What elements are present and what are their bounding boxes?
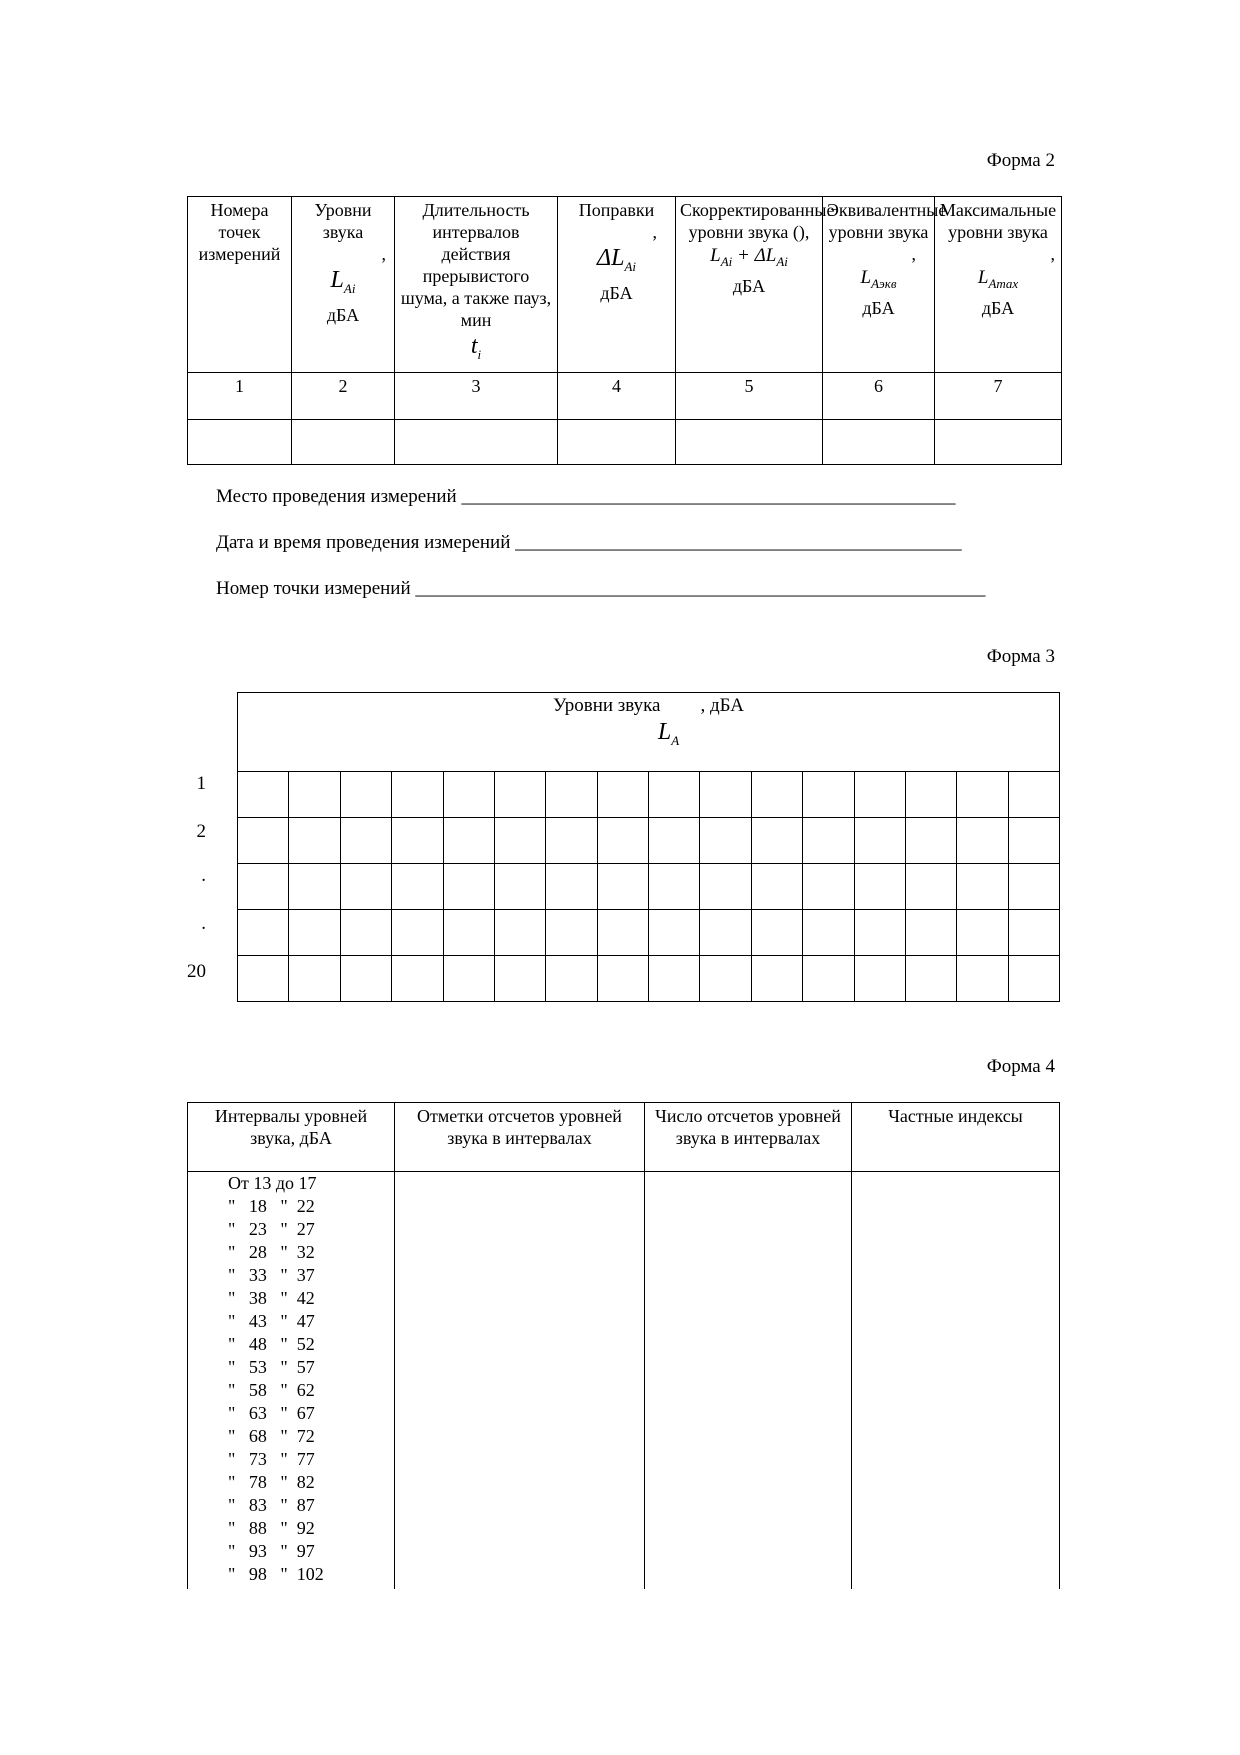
- form3-row-label: 2: [196, 821, 206, 842]
- form4-header-count: Число отсчетов уровней звука в интервалах: [645, 1103, 852, 1172]
- form3-cell[interactable]: [443, 864, 494, 910]
- form4-interval: " 98 " 102: [228, 1564, 324, 1584]
- form3-cell[interactable]: [238, 772, 289, 818]
- form2-cell[interactable]: [188, 419, 292, 464]
- form4-interval: От 13 до 17: [228, 1173, 317, 1193]
- form2-number-row: [188, 372, 1062, 419]
- form3-cell[interactable]: [751, 772, 802, 818]
- form4-count-cell[interactable]: [645, 1172, 852, 1590]
- form3-cell[interactable]: [597, 910, 648, 956]
- form3-cell[interactable]: [238, 910, 289, 956]
- form2-table: [187, 196, 1062, 465]
- form3-table: [237, 692, 1060, 1002]
- form3-cell[interactable]: [700, 956, 751, 1002]
- form2-header-levels: Уровни звука , $L_{Ai}$ дБА: [292, 197, 395, 373]
- form3-cell[interactable]: [905, 956, 956, 1002]
- form3-cell[interactable]: [494, 772, 545, 818]
- form3-cell[interactable]: [340, 818, 391, 864]
- form2-label: Форма 2: [986, 150, 1055, 171]
- form3-cell[interactable]: [649, 772, 700, 818]
- form3-cell[interactable]: [649, 910, 700, 956]
- form3-cell[interactable]: [443, 956, 494, 1002]
- form3-cell[interactable]: [289, 910, 340, 956]
- form3-cell[interactable]: [905, 864, 956, 910]
- form2-cell[interactable]: [292, 419, 395, 464]
- form3-cell[interactable]: [957, 910, 1008, 956]
- form3-cell[interactable]: [751, 956, 802, 1002]
- form4-interval: " 33 " 37: [228, 1265, 315, 1285]
- form3-cell[interactable]: [751, 864, 802, 910]
- form3-cell[interactable]: [1008, 818, 1059, 864]
- form3-cell[interactable]: [803, 818, 854, 864]
- form3-grid-row: [238, 864, 1060, 910]
- form3-cell[interactable]: [597, 956, 648, 1002]
- form3-row-label: .: [201, 913, 206, 934]
- form2-col-number: 2: [292, 372, 395, 419]
- form3-cell[interactable]: [957, 956, 1008, 1002]
- form3-grid-row: [238, 772, 1060, 818]
- form2-cell[interactable]: [558, 419, 676, 464]
- field-place[interactable]: Место проведения измерений ____________________________________________________: [216, 486, 956, 507]
- form3-cell[interactable]: [546, 956, 597, 1002]
- form3-cell[interactable]: [340, 956, 391, 1002]
- form4-interval: " 93 " 97: [228, 1541, 315, 1561]
- form2-cell[interactable]: [935, 419, 1062, 464]
- form3-cell[interactable]: [700, 910, 751, 956]
- form4-interval: " 63 " 67: [228, 1403, 315, 1423]
- form3-cell[interactable]: [649, 956, 700, 1002]
- form4-interval: " 88 " 92: [228, 1518, 315, 1538]
- form4-interval: " 48 " 52: [228, 1334, 315, 1354]
- form4-interval: " 68 " 72: [228, 1426, 315, 1446]
- form2-header-points: Номера точек измерений: [188, 197, 292, 373]
- form3-cell[interactable]: [854, 818, 905, 864]
- form3-grid-row: [238, 818, 1060, 864]
- form3-cell[interactable]: [751, 910, 802, 956]
- form3-cell[interactable]: [700, 772, 751, 818]
- form3-cell[interactable]: [546, 910, 597, 956]
- form3-cell[interactable]: [1008, 772, 1059, 818]
- form3-grid-row: [238, 910, 1060, 956]
- form3-cell[interactable]: [905, 818, 956, 864]
- form3-cell[interactable]: [443, 910, 494, 956]
- form3-cell[interactable]: [803, 910, 854, 956]
- form4-interval: " 23 " 27: [228, 1219, 315, 1239]
- form2-col-number: 7: [935, 372, 1062, 419]
- form4-intervals-list: [188, 1172, 395, 1590]
- form2-empty-row: [188, 419, 1062, 464]
- form3-cell[interactable]: [238, 956, 289, 1002]
- form3-cell[interactable]: [494, 956, 545, 1002]
- form3-cell[interactable]: [289, 864, 340, 910]
- form3-cell[interactable]: [957, 818, 1008, 864]
- form4-interval: " 53 " 57: [228, 1357, 315, 1377]
- form2-cell[interactable]: [395, 419, 558, 464]
- form3-cell[interactable]: [854, 910, 905, 956]
- form3-cell[interactable]: [854, 956, 905, 1002]
- form3-cell[interactable]: [803, 772, 854, 818]
- form3-cell[interactable]: [289, 956, 340, 1002]
- form4-marks-cell[interactable]: [395, 1172, 645, 1590]
- form3-cell[interactable]: [700, 818, 751, 864]
- form4-header-intervals: Интервалы уровней звука, дБА: [188, 1103, 395, 1172]
- form4-indexes-cell[interactable]: [852, 1172, 1060, 1590]
- form4-interval: " 38 " 42: [228, 1288, 315, 1308]
- form2-cell[interactable]: [676, 419, 823, 464]
- form4-table: [187, 1102, 1060, 1589]
- form3-cell[interactable]: [392, 910, 443, 956]
- form3-cell[interactable]: [340, 772, 391, 818]
- form2-col-number: 1: [188, 372, 292, 419]
- form4-interval: " 58 " 62: [228, 1380, 315, 1400]
- form3-cell[interactable]: [546, 772, 597, 818]
- form3-cell[interactable]: [700, 864, 751, 910]
- form3-cell[interactable]: [1008, 864, 1059, 910]
- form2-col-number: 4: [558, 372, 676, 419]
- form3-cell[interactable]: [597, 818, 648, 864]
- form4-label: Форма 4: [986, 1056, 1055, 1077]
- form3-cell[interactable]: [340, 910, 391, 956]
- form3-cell[interactable]: [597, 772, 648, 818]
- form3-row-label: .: [201, 865, 206, 886]
- form3-cell[interactable]: [289, 818, 340, 864]
- form3-cell[interactable]: [957, 864, 1008, 910]
- form3-cell[interactable]: [392, 956, 443, 1002]
- form3-cell[interactable]: [905, 772, 956, 818]
- form3-cell[interactable]: [854, 864, 905, 910]
- form3-row-label: 1: [196, 773, 206, 794]
- form3-cell[interactable]: [1008, 956, 1059, 1002]
- form2-header-corrections: Поправки , $\Delta L_{Ai}$ дБА: [558, 197, 676, 373]
- form4-header-marks: Отметки отсчетов уровней звука в интервалах: [395, 1103, 645, 1172]
- form4-interval: " 78 " 82: [228, 1472, 315, 1492]
- form3-cell[interactable]: [1008, 910, 1059, 956]
- field-point[interactable]: Номер точки измерений ____________________________________________________________: [216, 578, 986, 599]
- form3-cell[interactable]: [392, 864, 443, 910]
- form2-header-duration: Длительность интервалов действия прерывистого шума, а также пауз, мин $t_i$: [395, 197, 558, 373]
- form4-header-indexes: Частные индексы: [852, 1103, 1060, 1172]
- form3-cell[interactable]: [854, 772, 905, 818]
- form3-cell[interactable]: [238, 818, 289, 864]
- form3-cell[interactable]: [546, 864, 597, 910]
- form3-cell[interactable]: [494, 910, 545, 956]
- form4-interval: " 28 " 32: [228, 1242, 315, 1262]
- form2-cell[interactable]: [823, 419, 935, 464]
- form4-interval: " 18 " 22: [228, 1196, 315, 1216]
- form3-cell[interactable]: [546, 818, 597, 864]
- form3-cell[interactable]: [443, 818, 494, 864]
- form2-col-number: 5: [676, 372, 823, 419]
- form3-label: Форма 3: [986, 646, 1055, 667]
- form3-cell[interactable]: [597, 864, 648, 910]
- form3-cell[interactable]: [392, 772, 443, 818]
- field-datetime[interactable]: Дата и время проведения измерений _______________________________________________: [216, 532, 962, 553]
- form2-col-number: 6: [823, 372, 935, 419]
- form3-cell[interactable]: [649, 864, 700, 910]
- form4-interval: " 43 " 47: [228, 1311, 315, 1331]
- form3-cell[interactable]: [957, 772, 1008, 818]
- form3-row-label: 20: [187, 961, 206, 982]
- form3-grid-row: [238, 956, 1060, 1002]
- form3-cell[interactable]: [649, 818, 700, 864]
- form4-interval: " 83 " 87: [228, 1495, 315, 1515]
- form3-cell[interactable]: [751, 818, 802, 864]
- form3-cell[interactable]: [803, 864, 854, 910]
- form4-interval: " 73 " 77: [228, 1449, 315, 1469]
- form3-cell[interactable]: [905, 910, 956, 956]
- form3-cell[interactable]: [340, 864, 391, 910]
- form3-header: Уровни звука , дБА $L_A$: [238, 693, 1060, 772]
- form3-cell[interactable]: [289, 772, 340, 818]
- form3-cell[interactable]: [443, 772, 494, 818]
- form3-cell[interactable]: [803, 956, 854, 1002]
- form3-cell[interactable]: [392, 818, 443, 864]
- form2-header-equivalent: Эквивалентные уровни звука , $L_{Aэкв}$ дБА: [823, 197, 935, 373]
- form2-col-number: 3: [395, 372, 558, 419]
- form2-header-maximum: Максимальные уровни звука , $L_{Amax}$ дБА: [935, 197, 1062, 373]
- form3-cell[interactable]: [494, 818, 545, 864]
- form3-cell[interactable]: [238, 864, 289, 910]
- form2-header-corrected: Скорректированные уровни звука (), $L_{Ai} + \Delta L_{Ai}$ дБА: [676, 197, 823, 373]
- form3-cell[interactable]: [494, 864, 545, 910]
